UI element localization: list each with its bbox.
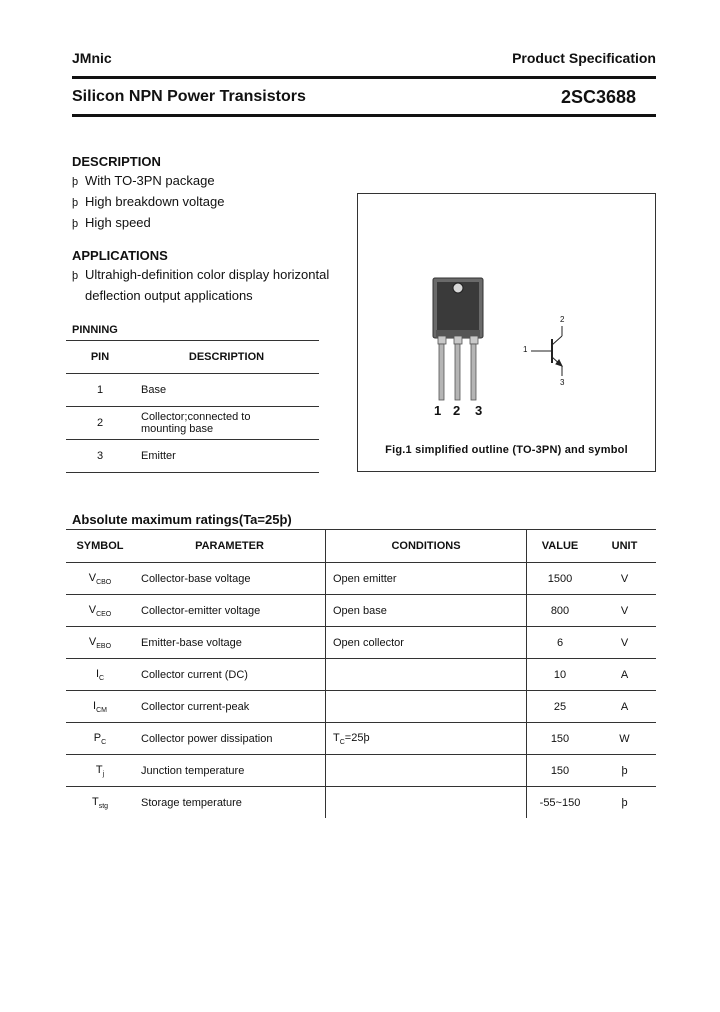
description-heading: DESCRIPTION: [72, 154, 161, 169]
value-cell: 1500: [527, 563, 594, 595]
pinning-header-row: [66, 341, 319, 374]
table-row: [66, 407, 319, 440]
npn-transistor-symbol-icon: [531, 326, 562, 376]
bullet-icon: þ: [72, 176, 79, 188]
applications-heading: APPLICATIONS: [72, 248, 168, 263]
ratings-title: Absolute maximum ratings(Ta=25þ): [72, 512, 292, 527]
bullet-icon: þ: [72, 270, 79, 282]
bullet-icon: þ: [72, 218, 79, 230]
pin-column-header: PIN: [66, 341, 134, 374]
description-text: High breakdown voltage: [85, 194, 225, 209]
symbol-cell: [66, 659, 134, 691]
symbol-emitter-label: 3: [560, 378, 565, 387]
symbol-subscript: C: [101, 738, 107, 746]
conditions-cell: [326, 659, 527, 691]
symbol-subscript: EBO: [96, 642, 112, 650]
symbol-subscript: stg: [98, 802, 109, 810]
brand-name: JMnic: [72, 50, 112, 66]
description-item: [72, 213, 224, 234]
symbol-main: V: [88, 571, 97, 584]
pin-description: Base: [134, 374, 319, 407]
figure-box: [357, 193, 656, 472]
symbol-cell: [66, 595, 134, 627]
applications-text-cont: deflection output applications: [85, 288, 253, 303]
symbol-cell: [66, 691, 134, 723]
unit-cell: W: [593, 723, 656, 755]
header-rule-top: [72, 76, 656, 79]
applications-list: [72, 265, 329, 305]
pinning-table: [66, 340, 319, 473]
parameter-cell: Collector-base voltage: [134, 563, 326, 595]
value-cell: 6: [527, 627, 594, 659]
conditions-cell: [326, 787, 527, 819]
unit-cell: V: [593, 563, 656, 595]
table-row: [66, 374, 319, 407]
symbol-main: I: [93, 699, 97, 712]
unit-cell: þ: [593, 755, 656, 787]
ratings-body: [66, 563, 656, 819]
description-text: High speed: [85, 215, 151, 230]
unit-cell: A: [593, 691, 656, 723]
value-cell: 150: [527, 723, 594, 755]
table-row: [66, 723, 656, 755]
table-row: [66, 755, 656, 787]
conditions-cell: Open base: [326, 595, 527, 627]
conditions-cell: [326, 691, 527, 723]
parameter-cell: Collector power dissipation: [134, 723, 326, 755]
value-cell: -55~150: [527, 787, 594, 819]
unit-cell: A: [593, 659, 656, 691]
document-title: Silicon NPN Power Transistors: [72, 88, 306, 105]
conditions-cell: Open emitter: [326, 563, 527, 595]
table-row: [66, 691, 656, 723]
symbol-cell: [66, 723, 134, 755]
symbol-main: T: [91, 795, 99, 808]
conditions-cell: [326, 755, 527, 787]
description-column-header: DESCRIPTION: [134, 341, 319, 374]
table-row: [66, 440, 319, 473]
symbol-subscript: CBO: [96, 578, 112, 586]
bullet-icon: þ: [72, 197, 79, 209]
symbol-cell: [66, 787, 134, 819]
parameter-cell: Storage temperature: [141, 796, 242, 809]
description-item: [72, 171, 224, 192]
value-cell: 150: [527, 755, 594, 787]
description-item: [72, 192, 224, 213]
symbol-main: V: [88, 603, 97, 616]
ratings-header-row: [66, 530, 656, 563]
symbol-subscript: C: [99, 674, 105, 682]
symbol-cell: [66, 627, 134, 659]
pinning-heading: PINNING: [72, 324, 118, 336]
package-pin-label-1: 1: [434, 403, 442, 418]
conditions-cell: Open collector: [326, 627, 527, 659]
pin-description: Emitter: [134, 440, 319, 473]
conditions-column-header: CONDITIONS: [326, 530, 527, 563]
table-row: [66, 595, 656, 627]
unit-cell: V: [593, 627, 656, 659]
symbol-cell: [66, 563, 134, 595]
header-rule-bottom: [72, 114, 656, 117]
parameter-cell: Junction temperature: [134, 755, 326, 787]
pin-number: 1: [66, 374, 134, 407]
package-outline-image: [433, 278, 483, 400]
description-text: With TO-3PN package: [85, 173, 215, 188]
applications-item: [72, 265, 329, 286]
symbol-subscript: CM: [96, 706, 107, 714]
value-cell: 10: [527, 659, 594, 691]
symbol-main: P: [93, 731, 102, 744]
condition-main: T: [333, 731, 340, 744]
symbol-subscript: j: [102, 770, 105, 778]
package-pin-label-3: 3: [475, 403, 483, 418]
parameter-cell: Collector current (DC): [134, 659, 326, 691]
figure-drawing: [358, 194, 655, 434]
unit-cell: V: [593, 595, 656, 627]
description-list: [72, 171, 224, 234]
symbol-base-label: 1: [523, 345, 528, 354]
table-row: [66, 659, 656, 691]
symbol-collector-label: 2: [560, 315, 565, 324]
parameter-cell: Collector-emitter voltage: [134, 595, 326, 627]
table-row: [66, 627, 656, 659]
symbol-column-header: SYMBOL: [66, 530, 134, 563]
pin-number: 3: [66, 440, 134, 473]
symbol-cell: [66, 755, 134, 787]
conditions-cell: [326, 723, 527, 755]
symbol-main: V: [88, 635, 97, 648]
ratings-table: [66, 529, 656, 818]
pin-description: [134, 407, 319, 440]
table-row: [66, 563, 656, 595]
condition-subscript: C: [339, 738, 345, 746]
unit-column-header: UNIT: [593, 530, 656, 563]
figure-caption: Fig.1 simplified outline (TO-3PN) and symbol: [385, 444, 628, 456]
value-column-header: VALUE: [527, 530, 594, 563]
pin-description-line2: mounting base: [141, 423, 214, 435]
condition-tail: =25þ: [344, 731, 370, 744]
unit-cell: þ: [621, 796, 628, 809]
symbol-main: I: [95, 667, 99, 680]
value-cell: 25: [527, 691, 594, 723]
pin-number: 2: [66, 407, 134, 440]
table-row: [66, 787, 656, 819]
symbol-subscript: CEO: [96, 610, 112, 618]
parameter-cell: Emitter-base voltage: [134, 627, 326, 659]
parameter-column-header: PARAMETER: [134, 530, 326, 563]
package-pin-label-2: 2: [453, 403, 461, 418]
parameter-cell: Collector current-peak: [134, 691, 326, 723]
part-number: 2SC3688: [560, 87, 636, 107]
pin-description-line1: Collector;connected to: [141, 411, 251, 423]
value-cell: 800: [527, 595, 594, 627]
applications-text: Ultrahigh-definition color display horizontal: [85, 267, 330, 282]
symbol-main: T: [95, 763, 103, 776]
spec-label: Product Specification: [512, 50, 656, 66]
